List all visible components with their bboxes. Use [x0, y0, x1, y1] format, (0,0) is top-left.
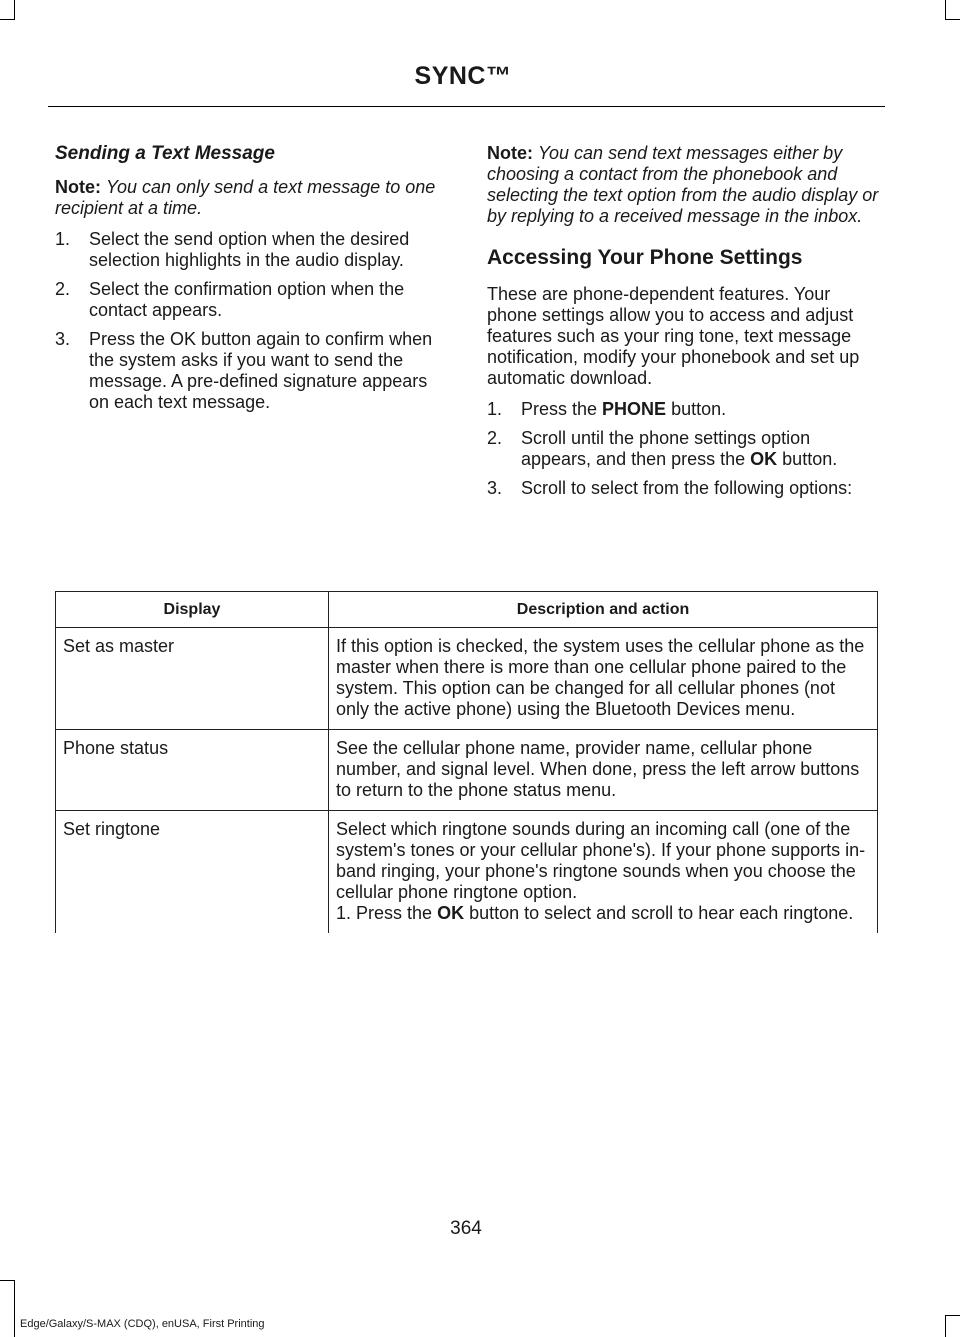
- table-row: [56, 628, 878, 730]
- table-header-row: [56, 592, 878, 628]
- step-text: Select the confirmation option when the contact appears.: [89, 279, 405, 320]
- note-text: You can send text messages either by choosing a contact from the phonebook and selecting the text option from the audio display or by replying to a received message in the inbox.: [487, 143, 879, 226]
- step-text-post: button.: [666, 399, 727, 419]
- page-header-title: SYNC™: [414, 62, 512, 90]
- description-cell: [329, 811, 878, 934]
- step-text-pre: 1. Press the: [336, 903, 438, 923]
- crop-mark: [945, 1315, 946, 1337]
- step-text-post: button to select and scroll to hear each ringtone.: [464, 903, 854, 923]
- left-column: [55, 143, 450, 421]
- description-cell: See the cellular phone name, provider name, cellular phone number, and signal level. When done, press the left arrow buttons to return to the phone status menu.: [329, 730, 878, 811]
- description-step: [336, 903, 871, 924]
- step-number: 1.: [55, 229, 71, 249]
- intro-paragraph: These are phone-dependent features. Your phone settings allow you to access and adjust features such as your ring tone, text message notification, modify your phonebook and set up automatic download.: [487, 284, 860, 388]
- description-cell: If this option is checked, the system uses the cellular phone as the master when there is more than one cellular phone paired to the system. This option can be changed for all cellular phones (not only the active phone) using the Bluetooth Devices menu.: [329, 628, 878, 730]
- step-text: Select the send option when the desired selection highlights in the audio display.: [89, 229, 410, 270]
- column-header-description: Description and action: [329, 592, 878, 628]
- list-item: [55, 279, 450, 321]
- list-item: [487, 478, 881, 499]
- step-text-post: button.: [777, 449, 838, 469]
- step-number: 3.: [487, 478, 503, 498]
- note-paragraph: [55, 177, 450, 219]
- step-text-bold: OK: [437, 903, 465, 923]
- table-row: [56, 811, 878, 934]
- right-column: [487, 143, 881, 507]
- step-text-pre: Scroll to select from the following options:: [521, 478, 853, 498]
- note-paragraph: [487, 143, 881, 227]
- list-item: [55, 329, 450, 413]
- phone-settings-steps-list: [487, 399, 881, 499]
- step-number: 2.: [55, 279, 71, 299]
- crop-mark: [0, 19, 15, 20]
- note-label: Note:: [55, 177, 101, 197]
- table-row: [56, 730, 878, 811]
- crop-mark: [14, 1280, 15, 1337]
- step-number: 2.: [487, 428, 503, 448]
- crop-mark: [945, 0, 946, 20]
- list-item: [55, 229, 450, 271]
- display-cell: Set ringtone: [56, 811, 329, 934]
- step-text: Press the OK button again to confirm when the system asks if you want to send the message. A pre-defined signature appears on each text message.: [89, 329, 433, 412]
- column-header-display: Display: [56, 592, 329, 628]
- note-text: You can only send a text message to one recipient at a time.: [55, 177, 436, 218]
- step-text-pre: Press the: [521, 399, 603, 419]
- step-text-bold: PHONE: [602, 399, 667, 419]
- display-cell: Set as master: [56, 628, 329, 730]
- step-number: 3.: [55, 329, 71, 349]
- note-label: Note:: [487, 143, 533, 163]
- page-number: 364: [450, 1218, 482, 1239]
- sending-steps-list: [55, 229, 450, 413]
- step-text-pre: Scroll until the phone settings option appears, and then press the: [521, 428, 811, 469]
- list-item: [487, 428, 881, 470]
- crop-mark: [945, 1315, 960, 1316]
- description-text: Select which ringtone sounds during an incoming call (one of the system's tones or your cellular phone's). If your phone supports in-band ringing, your phone's ringtone sounds when you choose the cellular phone ringtone option.: [336, 819, 866, 902]
- header-divider: [48, 106, 885, 107]
- list-item: [487, 399, 881, 420]
- step-text-bold: OK: [750, 449, 778, 469]
- section-title-sending-text: Sending a Text Message: [55, 143, 275, 164]
- footer-edition: Edge/Galaxy/S-MAX (CDQ), enUSA, First Printing: [20, 1318, 265, 1330]
- crop-mark: [945, 19, 960, 20]
- crop-mark: [0, 1280, 15, 1281]
- display-cell: Phone status: [56, 730, 329, 811]
- phone-settings-table: [55, 591, 878, 933]
- step-number: 1.: [487, 399, 503, 419]
- section-title-phone-settings: Accessing Your Phone Settings: [487, 246, 803, 269]
- crop-mark: [14, 0, 15, 20]
